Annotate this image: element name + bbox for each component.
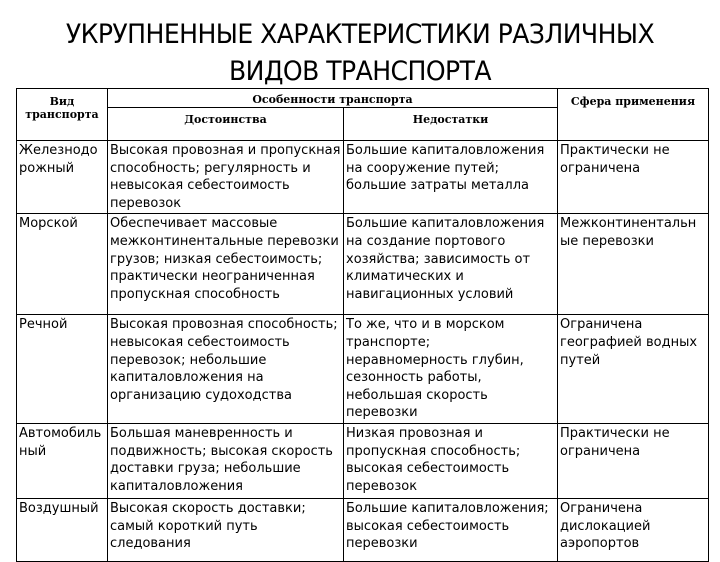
table-row [17, 423, 709, 498]
table-row [17, 498, 709, 561]
cell-sphere: Ограничена дислокацией аэропортов [558, 498, 709, 561]
page-title [25, 16, 695, 90]
cell-advantages: Большая маневренность и подвижность; высокая скорость доставки груза; небольшие капиталовложения [108, 423, 344, 498]
cell-sphere: Практически не ограничена [558, 423, 709, 498]
header-features: Особенности транспорта [108, 89, 558, 108]
cell-type: Автомобильный [17, 423, 108, 498]
table-row [17, 141, 709, 214]
title-line-1: УКРУПНЕННЫЕ ХАРАКТЕРИСТИКИ РАЗЛИЧНЫХ [65, 19, 655, 50]
cell-disadvantages: Низкая провозная и пропускная способность; высокая себестоимость перевозок [344, 423, 558, 498]
table-row [17, 315, 709, 424]
cell-advantages: Высокая провозная и пропускная способность; регулярность и невысокая себестоимость перевозок [108, 141, 344, 214]
cell-sphere: Ограничена географией водных путей [558, 315, 709, 424]
cell-type: Речной [17, 315, 108, 424]
cell-disadvantages: Большие капиталовложения на сооружение путей; большие затраты металла [344, 141, 558, 214]
header-type: Вид транспорта [17, 89, 108, 141]
cell-disadvantages: То же, что и в морском транспорте; неравномерность глубин, сезонность работы, небольшая скорость перевозки [344, 315, 558, 424]
cell-type: Воздушный [17, 498, 108, 561]
cell-advantages: Высокая скорость доставки; самый короткий путь следования [108, 498, 344, 561]
cell-advantages: Высокая провозная способность; невысокая себестоимость перевозок; небольшие капиталовложения на организацию судоходства [108, 315, 344, 424]
cell-disadvantages: Большие капиталовложения на создание портового хозяйства; зависимость от климатических и навигационных условий [344, 214, 558, 315]
header-advantages: Достоинства [108, 108, 344, 141]
cell-sphere: Межконтинентальные перевозки [558, 214, 709, 315]
title-line-2: ВИДОВ ТРАНСПОРТА [228, 56, 492, 87]
table-row [17, 214, 709, 315]
header-sphere: Сфера применения [558, 89, 709, 141]
cell-disadvantages: Большие капиталовложения; высокая себестоимость перевозки [344, 498, 558, 561]
cell-type: Морской [17, 214, 108, 315]
header-disadvantages: Недостатки [344, 108, 558, 141]
cell-advantages: Обеспечивает массовые межконтинентальные перевозки грузов; низкая себестоимость; практически неограниченная пропускная способность [108, 214, 344, 315]
transport-table [16, 88, 709, 562]
cell-sphere: Практически не ограничена [558, 141, 709, 214]
cell-type: Железнодорожный [17, 141, 108, 214]
